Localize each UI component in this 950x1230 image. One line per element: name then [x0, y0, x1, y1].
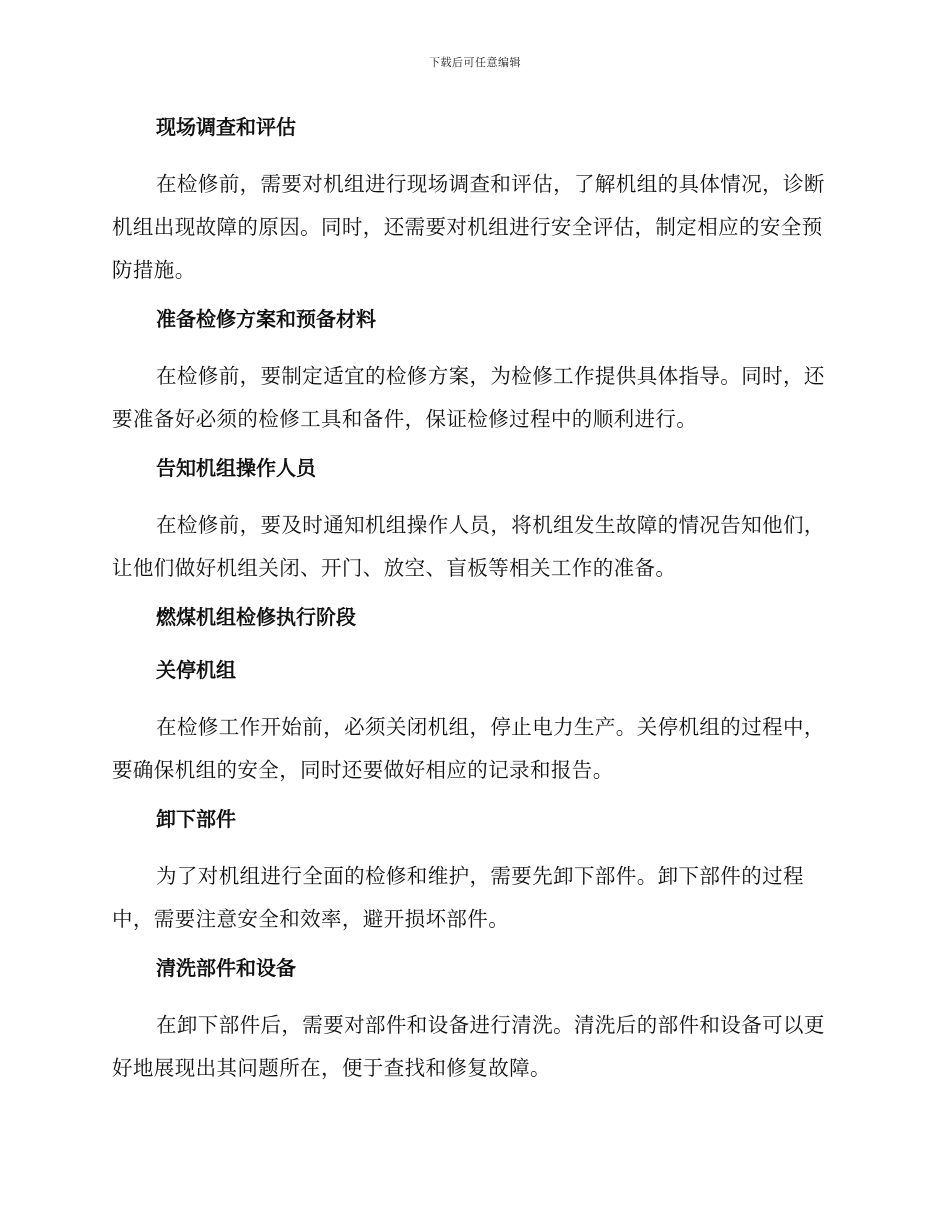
- section-heading-shutdown: 关停机组: [156, 658, 236, 682]
- section-paragraph-remove-parts: 为了对机组进行全面的检修和维护，需要先卸下部件。卸下部件的过程中，需要注意安全和效率，避开损坏部件。: [112, 864, 804, 931]
- section-paragraph-site-survey: 在检修前，需要对机组进行现场调查和评估，了解机组的具体情况，诊断机组出现故障的原因。同时，还需要对机组进行安全评估，制定相应的安全预防措施。: [112, 172, 825, 282]
- document-body: [112, 110, 830, 1100]
- section-paragraph-shutdown: 在检修工作开始前，必须关闭机组，停止电力生产。关停机组的过程中，要确保机组的安全，同时还要做好相应的记录和报告。: [112, 715, 825, 782]
- section-heading-site-survey: 现场调查和评估: [156, 115, 296, 139]
- section-heading-prepare-plan: 准备检修方案和预备材料: [156, 307, 376, 331]
- section-heading-remove-parts: 卸下部件: [156, 807, 236, 831]
- section-heading-clean-parts: 清洗部件和设备: [156, 956, 296, 980]
- section-heading-execution-stage: 燃煤机组检修执行阶段: [156, 605, 356, 629]
- section-paragraph-clean-parts: 在卸下部件后，需要对部件和设备进行清洗。清洗后的部件和设备可以更好地展现出其问题所在，便于查找和修复故障。: [112, 1013, 825, 1080]
- section-paragraph-notify-operators: 在检修前，要及时通知机组操作人员，将机组发生故障的情况告知他们，让他们做好机组关闭、开门、放空、盲板等相关工作的准备。: [112, 513, 825, 580]
- page-header: 下载后可任意编辑: [429, 56, 521, 69]
- section-heading-notify-operators: 告知机组操作人员: [156, 456, 316, 480]
- section-paragraph-prepare-plan: 在检修前，要制定适宜的检修方案，为检修工作提供具体指导。同时，还要准备好必须的检修工具和备件，保证检修过程中的顺利进行。: [112, 364, 825, 431]
